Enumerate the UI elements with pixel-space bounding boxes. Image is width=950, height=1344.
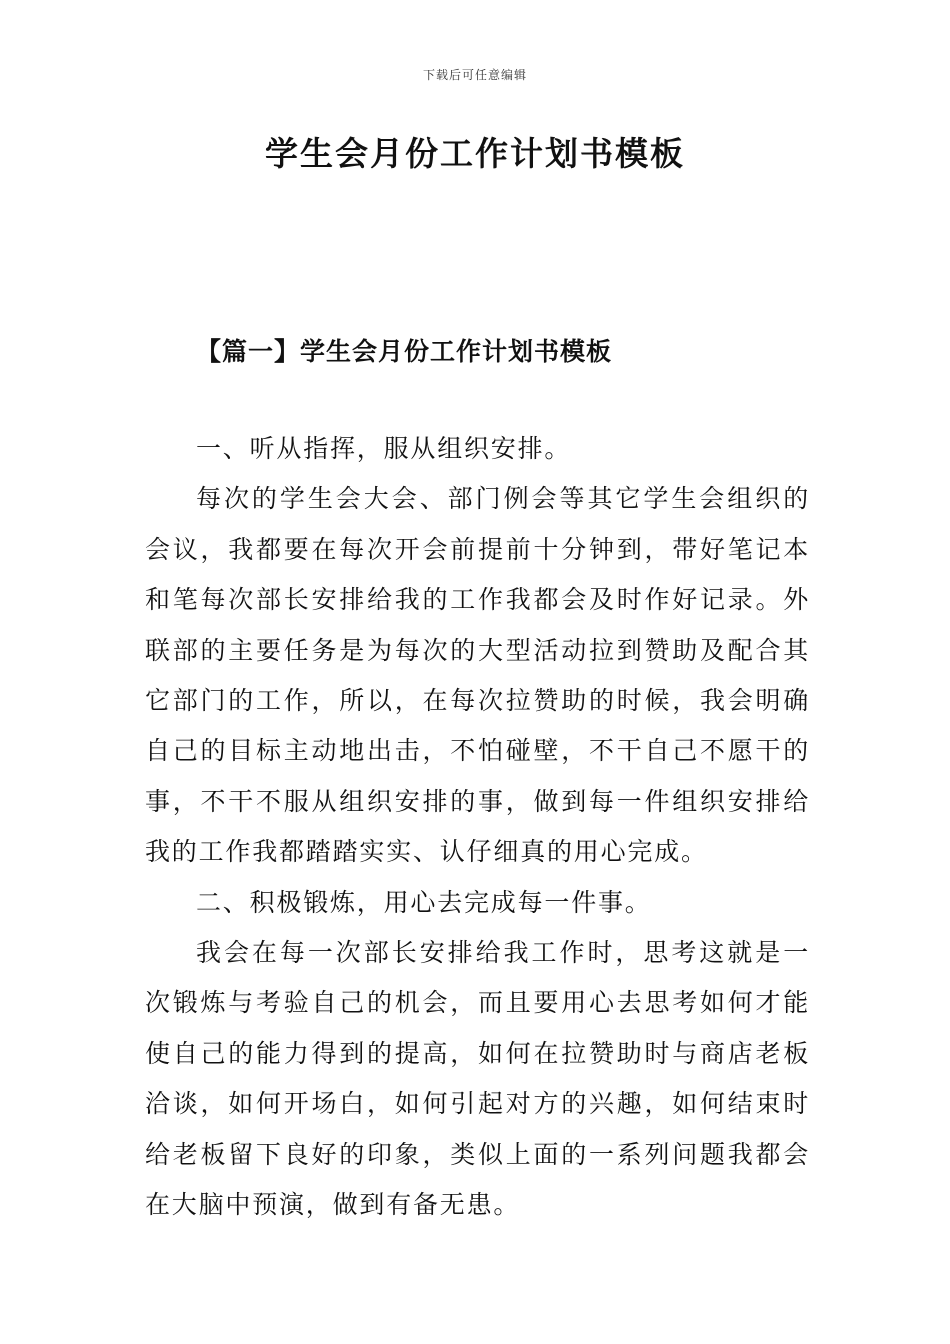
paragraph-training: 我会在每一次部长安排给我工作时，思考这就是一次锻炼与考验自己的机会，而且要用心去思考如何才能使自己的能力得到的提高，如何在拉赞助时与商店老板洽谈，如何开场白，如何引起对方的兴趣，如何结束时给老板留下良好的印象，类似上面的一系列问题我都会在大脑中预演，做到有备无患。 [145, 938, 810, 1220]
paragraph-point-one: 一、听从指挥，服从组织安排。 [196, 434, 572, 463]
section-heading: 【篇一】学生会月份工作计划书模板 [196, 337, 613, 366]
paragraph-point-two: 二、积极锻炼，用心去完成每一件事。 [196, 887, 652, 917]
document-title: 学生会月份工作计划书模板 [265, 134, 685, 173]
header-note: 下载后可任意编辑 [422, 68, 527, 82]
document-body [145, 424, 810, 1231]
paragraph-meetings: 每次的学生会大会、部门例会等其它学生会组织的会议，我都要在每次开会前提前十分钟到，带好笔记本和笔每次部长安排给我的工作我都会及时作好记录。外联部的主要任务是为每次的大型活动拉到赞助及配合其它部门的工作，所以，在每次拉赞助的时候，我会明确自己的目标主动地出击，不怕碰壁，不干自己不愿干的事，不干不服从组织安排的事，做到每一件组织安排给我的工作我都踏踏实实、认仔细真的用心完成。 [145, 484, 810, 867]
